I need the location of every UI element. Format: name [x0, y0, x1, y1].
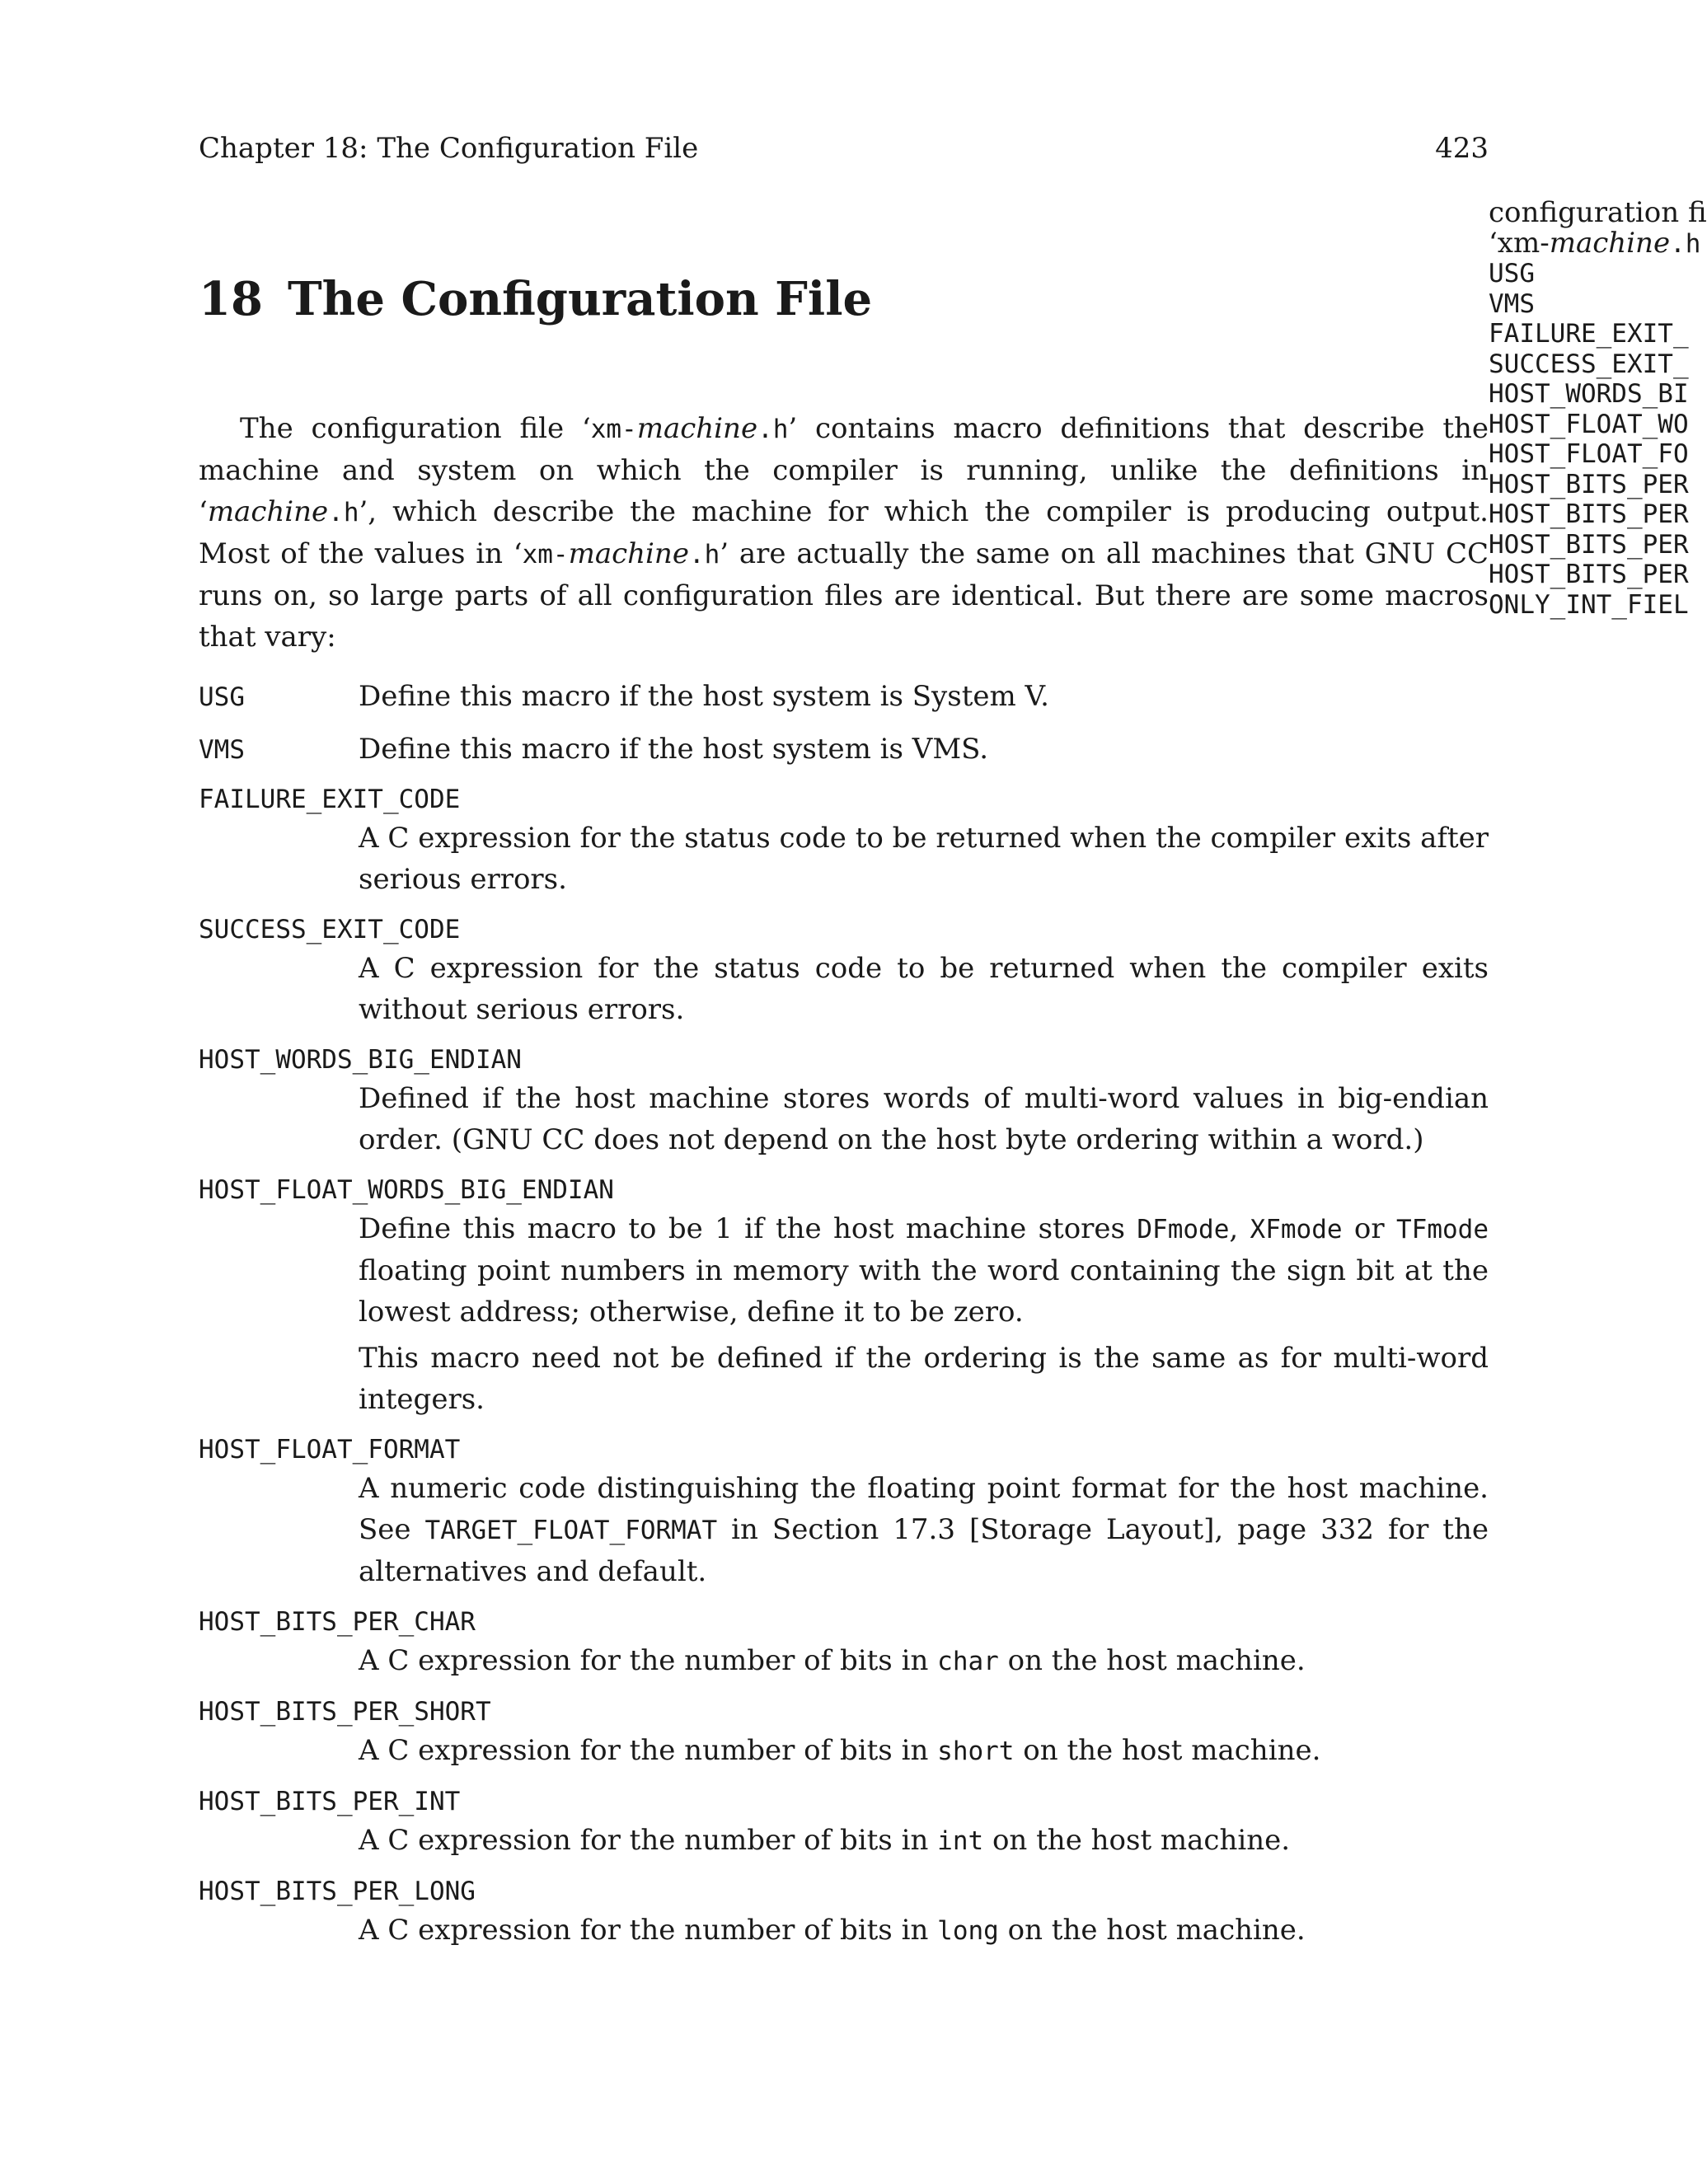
desc-host-bits-per-long [359, 1910, 1489, 1952]
desc-text: A numeric code distinguishing the floating point format for the host machine. See [359, 1472, 1489, 1546]
margin-index-entry: ONLY_INT_FIEL [1489, 589, 1689, 620]
intro-code: .h [757, 415, 789, 444]
desc-paragraph: This macro need not be defined if the ordering is the same as for multi-word integers. [359, 1342, 1489, 1416]
margin-index-entry: HOST_WORDS_BI [1489, 379, 1689, 409]
term-host-bits-per-int: HOST_BITS_PER_INT [199, 1787, 461, 1816]
code-short: short [937, 1736, 1015, 1766]
desc-host-float-format [359, 1468, 1489, 1592]
term-vms: VMS [199, 735, 245, 765]
margin-index-entry: USG [1489, 259, 1535, 288]
margin-index-code: .h [1670, 228, 1701, 259]
definition-failure-exit-code [199, 781, 1489, 900]
term-success-exit-code: SUCCESS_EXIT_CODE [199, 915, 461, 944]
margin-index-entry: HOST_BITS_PER [1489, 469, 1689, 499]
desc-text: Define this macro to be 1 if the host machine stores [359, 1212, 1137, 1245]
term-host-bits-per-short: HOST_BITS_PER_SHORT [199, 1697, 491, 1727]
intro-code: .h [688, 540, 720, 569]
desc-text: on the host machine. [1014, 1734, 1321, 1767]
definition-list [199, 676, 1489, 1963]
chapter-number: 18 [199, 272, 263, 326]
intro-paragraph [199, 408, 1489, 658]
desc-text: on the host machine. [983, 1824, 1291, 1857]
term-failure-exit-code: FAILURE_EXIT_CODE [199, 785, 461, 814]
desc-text: floating point numbers in memory with the word containing the sign bit at the lowest address; otherwise, define it to be zero. [359, 1254, 1489, 1329]
desc-text: A C expression for the number of bits in [359, 1644, 938, 1677]
code-char: char [937, 1647, 999, 1676]
margin-index-entry: HOST_FLOAT_FO [1489, 439, 1689, 469]
intro-text: The configuration file ‘ [240, 412, 591, 445]
margin-index-entries [1489, 196, 1707, 620]
running-header-chapter: Chapter 18: The Configuration File [199, 132, 699, 165]
desc-text: , [1229, 1212, 1250, 1245]
margin-index-entry [1489, 226, 1701, 260]
desc-success-exit-code: A C expression for the status code to be returned when the compiler exits without serious errors. [359, 952, 1489, 1026]
margin-index-entry: HOST_BITS_PER [1489, 560, 1689, 589]
margin-index-text: ‘xm- [1489, 226, 1550, 260]
term-host-bits-per-long: HOST_BITS_PER_LONG [199, 1877, 476, 1906]
intro-code: .h [328, 498, 359, 527]
term-usg: USG [199, 682, 245, 712]
definition-host-float-words-big-endian [199, 1172, 1489, 1420]
desc-text: in Section 17.3 [Storage Layout], page 332 for the alternatives and default. [359, 1513, 1489, 1588]
intro-text: ’ are actually the same on all machines that GNU CC runs on, so large parts of all configuration files are identical. But there are some macros that vary: [199, 537, 1489, 654]
desc-text: or [1342, 1212, 1397, 1245]
intro-code: xm- [590, 415, 637, 444]
desc-host-bits-per-short [359, 1730, 1489, 1772]
term-host-words-big-endian: HOST_WORDS_BIG_ENDIAN [199, 1045, 522, 1075]
margin-index-entry: FAILURE_EXIT_ [1489, 319, 1689, 349]
intro-text: ’, which describe the machine for which the compiler is producing output. Most of the values in ‘ [199, 495, 1489, 570]
definition-host-bits-per-int [199, 1783, 1489, 1862]
intro-italic: machine [568, 537, 689, 570]
margin-index-entry: HOST_FLOAT_WO [1489, 409, 1689, 439]
margin-index-entry: VMS [1489, 288, 1535, 319]
definition-host-bits-per-long [199, 1873, 1489, 1952]
desc-host-words-big-endian: Defined if the host machine stores words of multi-word values in big-endian order. (GNU CC does not depend on the host byte ordering within a word.) [359, 1082, 1489, 1156]
definition-usg [199, 676, 1489, 717]
code-xfmode: XFmode [1250, 1215, 1343, 1244]
definition-host-float-format [199, 1432, 1489, 1592]
page-number: 423 [1435, 132, 1489, 165]
running-header [199, 132, 1489, 168]
desc-host-bits-per-int [359, 1820, 1489, 1862]
desc-failure-exit-code: A C expression for the status code to be returned when the compiler exits after serious errors. [359, 822, 1489, 896]
definition-host-words-big-endian [199, 1042, 1489, 1160]
desc-text: on the host machine. [998, 1914, 1306, 1947]
margin-index-italic: machine [1549, 226, 1671, 260]
desc-vms: Define this macro if the host system is VMS. [359, 733, 989, 766]
desc-host-float-words-big-endian [359, 1208, 1489, 1420]
intro-italic: machine [636, 412, 758, 445]
code-target-float-format: TARGET_FLOAT_FORMAT [424, 1516, 718, 1545]
margin-index-entry: SUCCESS_EXIT_ [1489, 349, 1689, 379]
code-dfmode: DFmode [1137, 1215, 1230, 1244]
chapter-title-text: The Configuration File [287, 272, 873, 326]
term-host-bits-per-char: HOST_BITS_PER_CHAR [199, 1607, 476, 1637]
desc-text: A C expression for the number of bits in [359, 1734, 938, 1767]
definition-vms [199, 729, 1489, 770]
code-int: int [937, 1826, 984, 1856]
margin-index-entry: HOST_BITS_PER [1489, 529, 1689, 560]
margin-index-entry: configuration fi [1489, 196, 1707, 229]
code-long: long [937, 1916, 999, 1946]
definition-host-bits-per-short [199, 1694, 1489, 1772]
definition-success-exit-code [199, 912, 1489, 1030]
desc-host-bits-per-char [359, 1640, 1489, 1682]
intro-code: xm- [522, 540, 569, 569]
desc-usg: Define this macro if the host system is System V. [359, 680, 1049, 713]
desc-text: A C expression for the number of bits in [359, 1914, 938, 1947]
intro-italic: machine [207, 495, 329, 528]
desc-text: on the host machine. [998, 1644, 1306, 1677]
definition-host-bits-per-char [199, 1604, 1489, 1682]
term-host-float-words-big-endian: HOST_FLOAT_WORDS_BIG_ENDIAN [199, 1175, 614, 1205]
desc-text: A C expression for the number of bits in [359, 1824, 938, 1857]
term-host-float-format: HOST_FLOAT_FORMAT [199, 1435, 461, 1465]
code-tfmode: TFmode [1396, 1215, 1489, 1244]
intro-text: ’ contains macro definitions that describe the machine and system on which the compiler is running, unlike the definitions in ‘ [199, 412, 1489, 528]
margin-index-entry: HOST_BITS_PER [1489, 499, 1689, 529]
desc-paragraph [359, 1208, 1489, 1333]
chapter-title [199, 272, 872, 326]
